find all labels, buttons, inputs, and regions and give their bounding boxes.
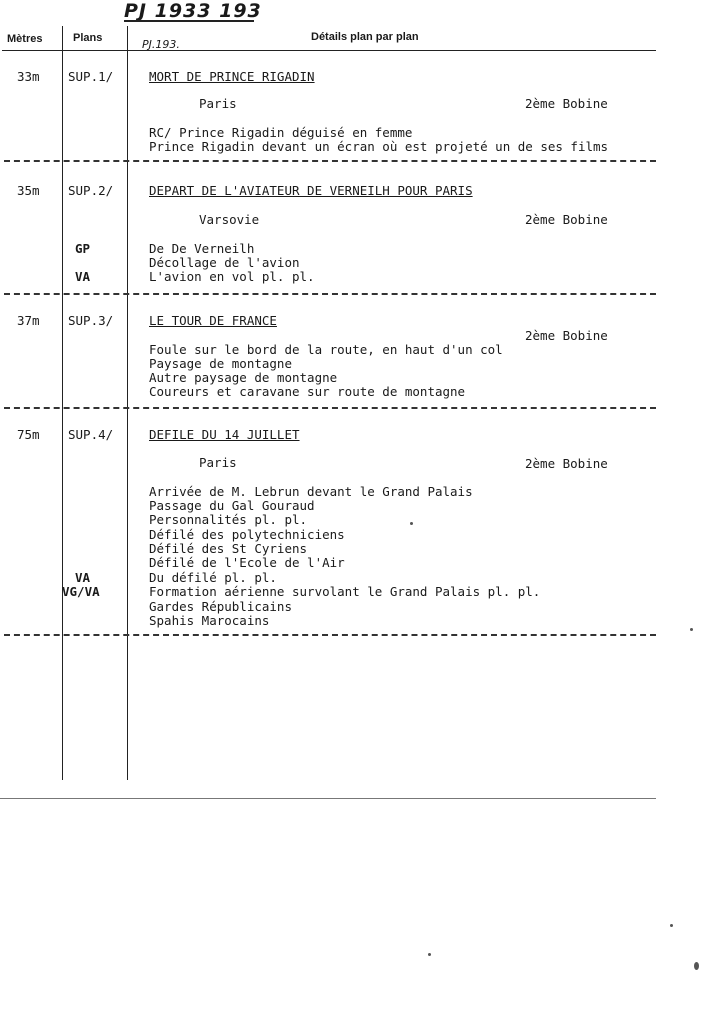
shot-code: VA xyxy=(75,269,91,284)
header-rule xyxy=(2,50,656,51)
shot-line: Passage du Gal Gouraud xyxy=(149,498,315,513)
entry-plan: SUP.2/ xyxy=(68,183,114,198)
entry-place: Paris xyxy=(199,455,237,470)
entry-title: DEPART DE L'AVIATEUR DE VERNEILH POUR PARIS xyxy=(149,183,473,198)
scan-speck xyxy=(670,924,673,927)
entry-title: MORT DE PRINCE RIGADIN xyxy=(149,69,315,84)
column-header-details: Détails plan par plan xyxy=(311,31,419,43)
entry-title: LE TOUR DE FRANCE xyxy=(149,313,277,328)
shot-line: Gardes Républicains xyxy=(149,599,292,614)
entry-plan: SUP.3/ xyxy=(68,313,114,328)
entry-title: DEFILE DU 14 JUILLET xyxy=(149,427,300,442)
entry-separator xyxy=(4,293,656,295)
shot-line: Prince Rigadin devant un écran où est projeté un de ses films xyxy=(149,139,609,154)
entry-separator xyxy=(4,407,656,409)
entry-metres: 33m xyxy=(17,69,40,84)
shot-line: Personnalités pl. pl. xyxy=(149,512,308,527)
shot-line: Autre paysage de montagne xyxy=(149,370,338,385)
scan-speck xyxy=(690,628,693,631)
entry-separator xyxy=(4,634,656,636)
handwritten-reference: PJ 1933 193 xyxy=(124,0,262,22)
shot-line: Décollage de l'avion xyxy=(149,255,300,270)
entry-metres: 75m xyxy=(17,427,40,442)
column-header-metres: Mètres xyxy=(7,33,43,45)
entry-plan: SUP.4/ xyxy=(68,427,114,442)
shot-line: Défilé des St Cyriens xyxy=(149,541,308,556)
entry-reel: 2ème Bobine xyxy=(525,456,608,471)
page-bottom-rule xyxy=(0,798,656,799)
entry-reel: 2ème Bobine xyxy=(525,96,608,111)
shot-line: Défilé des polytechniciens xyxy=(149,527,345,542)
shot-line: Du défilé pl. pl. xyxy=(149,570,277,585)
shot-code: VA xyxy=(75,570,91,585)
shot-line: L'avion en vol pl. pl. xyxy=(149,269,315,284)
scan-speck xyxy=(410,522,413,525)
entry-reel: 2ème Bobine xyxy=(525,328,608,343)
shot-line: Arrivée de M. Lebrun devant le Grand Palais xyxy=(149,484,473,499)
entry-metres: 37m xyxy=(17,313,40,328)
column-header-plans: Plans xyxy=(73,32,103,44)
shot-line: Spahis Marocains xyxy=(149,613,270,628)
shot-line: Paysage de montagne xyxy=(149,356,292,371)
shot-line: Coureurs et caravane sur route de montagne xyxy=(149,384,466,399)
shot-line: RC/ Prince Rigadin déguisé en femme xyxy=(149,125,413,140)
column-divider-1 xyxy=(62,26,63,780)
shot-code: VG/VA xyxy=(62,584,100,599)
shot-line: Foule sur le bord de la route, en haut d'un col xyxy=(149,342,503,357)
shot-code: GP xyxy=(75,241,91,256)
entry-place: Varsovie xyxy=(199,212,260,227)
reference-underline xyxy=(124,20,254,22)
scan-speck xyxy=(694,962,699,970)
shot-line: Défilé de l'Ecole de l'Air xyxy=(149,555,345,570)
entry-reel: 2ème Bobine xyxy=(525,212,608,227)
scan-speck xyxy=(428,953,431,956)
entry-separator xyxy=(4,160,656,162)
entry-place: Paris xyxy=(199,96,237,111)
entry-metres: 35m xyxy=(17,183,40,198)
entry-plan: SUP.1/ xyxy=(68,69,114,84)
shot-line: Formation aérienne survolant le Grand Palais pl. pl. xyxy=(149,584,541,599)
pj-note: PJ.193. xyxy=(142,38,180,51)
column-divider-2 xyxy=(127,26,128,780)
shot-line: De De Verneilh xyxy=(149,241,255,256)
